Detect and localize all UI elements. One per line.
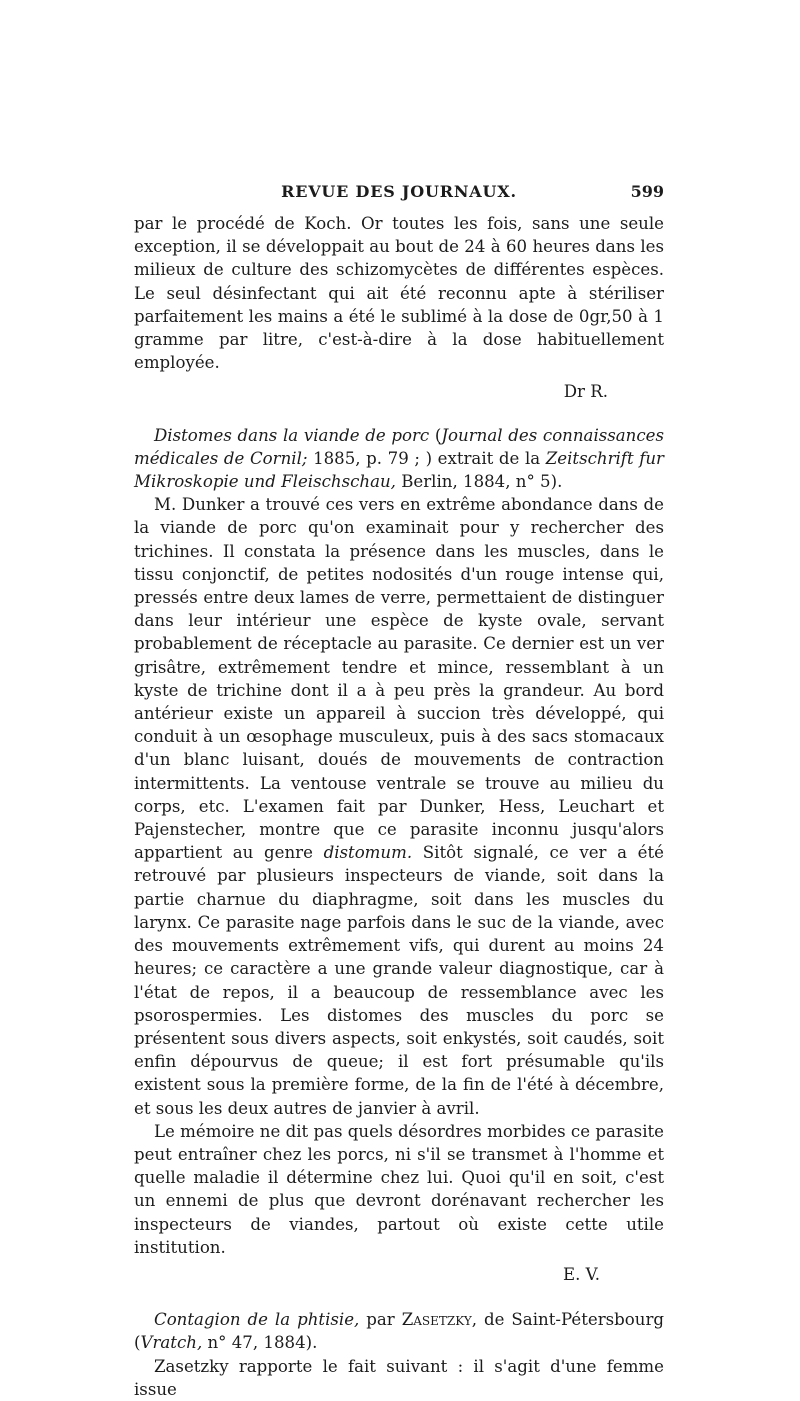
signature-dr-r: Dr R. [563,382,608,402]
article-heading-contagion: Contagion de la phtisie, par Zasetzky, de Saint-Pétersbourg (Vratch, n° 47, 1884). [134,1310,664,1353]
paragraph-zasetzky: Zasetzky rapporte le fait suivant : il s'agit d'une femme issue [134,1356,664,1399]
author-name: Zasetzky [401,1310,472,1330]
journal-name: Vratch, [140,1333,203,1353]
signature-ev: E. V. [562,1264,600,1284]
journal-name: Journal des connaissances médicales de Cornil; [134,425,664,468]
paragraph-memoire: Le mémoire ne dit pas quels désordres morbides ce parasite peut entraîner chez les porcs, ni s'il se transmet à l'homme et quelle maladie il détermine chez lui. Quoi qu'il en soit, c'est un ennemi de plus que devront dorénavant rechercher les inspecteurs de viandes, partout où existe cette utile institution. [134,1121,664,1257]
article-title: Contagion de la phtisie, [154,1310,360,1330]
genus-name: distomum. [323,843,413,863]
running-title: REVUE DES JOURNAUX. [281,182,517,201]
page-header [134,178,664,208]
page-number: 599 [630,182,664,201]
paragraph-continued: par le procédé de Koch. Or toutes les fois, sans une seule exception, il se développait au bout de 24 à 60 heures dans les milieux de culture des schizomycètes de différentes espèces. Le seul désinfectant qui ait été reconnu apte à stériliser parfaitement les mains a été le sublimé à la dose de 0gr,50 à 1 gramme par litre, c'est-à-dire à la dose habituellement employée. [134,214,664,373]
paragraph-dunker: M. Dunker a trouvé ces vers en extrême abondance dans de la viande de porc qu'on examinait pour y rechercher des trichines. Il constata la présence dans les muscles, dans le tissu conjonctif, de petites nodosités d'un rouge intense qui, pressés entre deux lames de verre, permettaient de distinguer dans leur intérieur une espèce de kyste ovale, servant probablement de réceptacle au parasite. Ce dernier est un ver grisâtre, extrêmement tendre et mince, ressemblant à un kyste de trichine dont il a à peu près la grandeur. Au bord antérieur existe un appareil à succion très développé, qui conduit à un œsophage musculeux, puis à des sacs stomacaux d'un blanc luisant, doués de mouvements de contraction intermittents. La ventouse ventrale se trouve au milieu du corps, etc. L'examen fait par Dunker, Hess, Leuchart et Pajenstecher, montre que ce parasite inconnu jusqu'alors appartient au genre distomum. Sitôt signalé, ce ver a été retrouvé par plusieurs inspecteurs de viande, soit dans la partie charnue du diaphragme, soit dans les muscles du larynx. Ce parasite nage parfois dans le suc de la viande, avec des mouvements extrêmement vifs, qui durent au moins 24 heures; ce caractère a une grande valeur diagnostique, car à l'état de repos, il a beaucoup de ressemblance avec les psorospermies. Les distomes des muscles du porc se présentent sous divers aspects, soit enkystés, soit caudés, soit enfin dépourvus de queue; il est fort présumable qu'ils existent sous la première forme, de la fin de l'été à décembre, et sous les deux autres de janvier à avril. [134,495,664,1118]
article-title: Distomes dans la viande de porc [154,425,430,445]
article-heading-distomes: Distomes dans la viande de porc (Journal des connaissances médicales de Cornil; 1885, p. 79 ; ) extrait de la Zeitschrift fur Mikroskopie und Fleischschau, Berlin, 1884, n° 5). [134,425,664,492]
page [134,178,664,1401]
journal-name: Zeitschrift fur Mikroskopie und Fleischschau, [134,448,664,492]
